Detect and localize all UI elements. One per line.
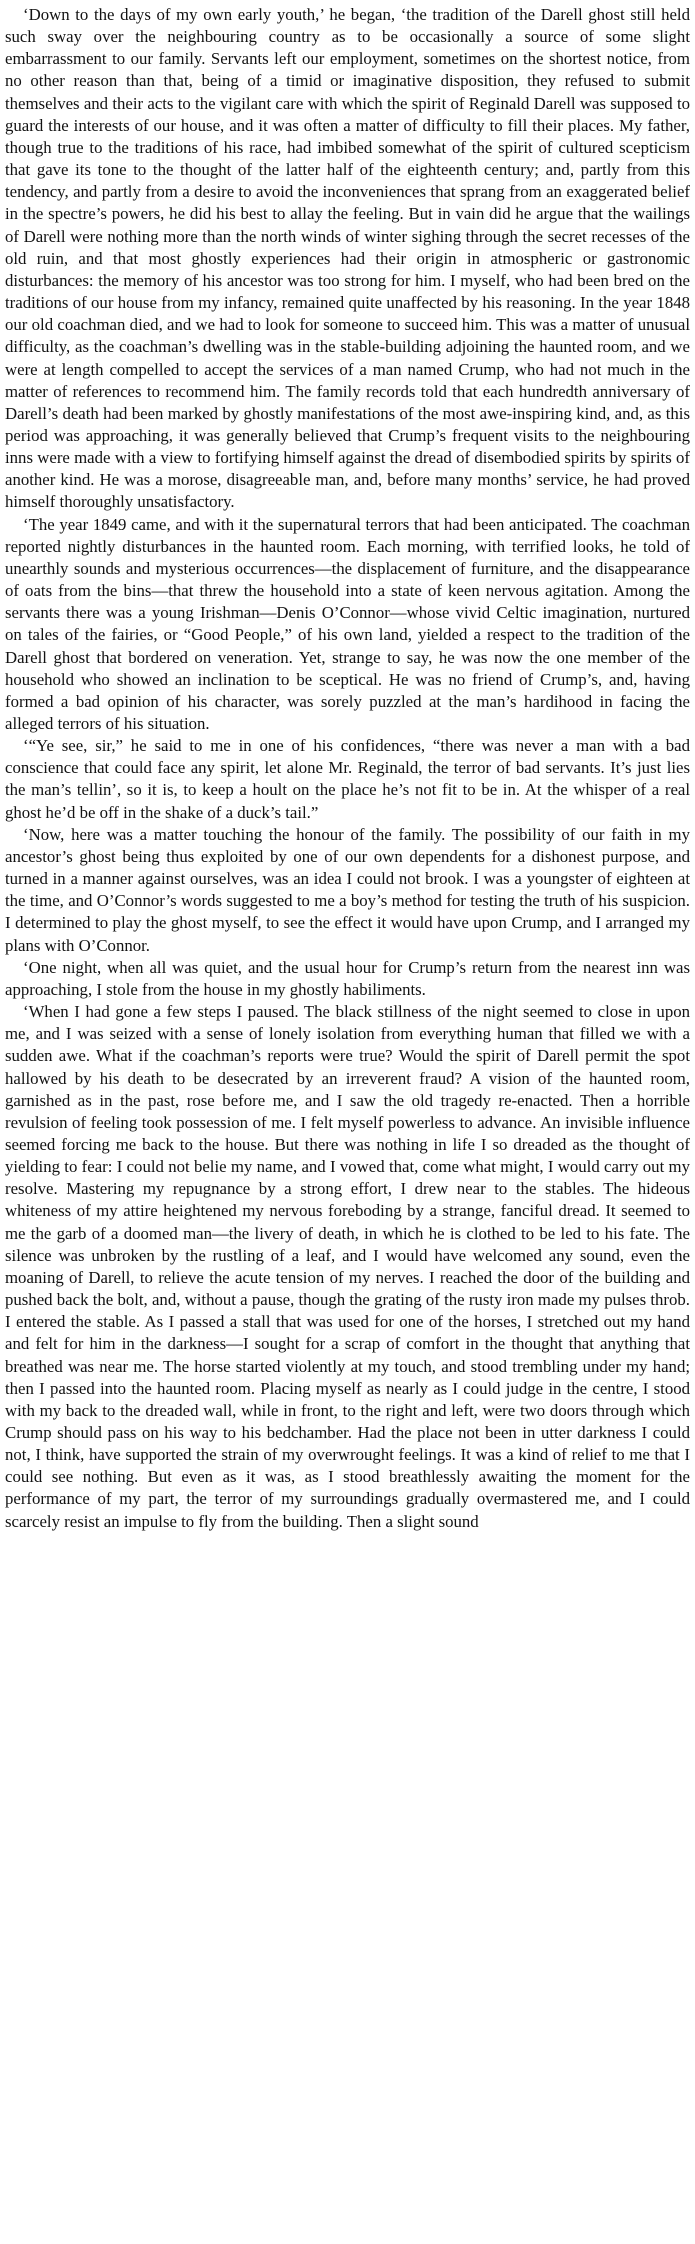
paragraph-1: ‘Down to the days of my own early youth,’ he began, ‘the tradition of the Darell ghost still held such sway over the neighbouring country as to be occasionally a source of some slight embarrassment to our family. Servants left our employment, sometimes on the shortest notice, from no other reason than that, being of a timid or imaginative disposition, they refused to submit themselves and their acts to the vigilant care with which the spirit of Reginald Darell was supposed to guard the interests of our house, and it was often a matter of difficulty to fill their places. My father, though true to the traditions of his race, had imbibed somewhat of the spirit of cultured scepticism that gave its tone to the thought of the latter half of the eighteenth century; and, partly from this tendency, and partly from a desire to avoid the inconveniences that sprang from an exaggerated belief in the spectre’s powers, he did his best to allay the feeling. But in vain did he argue that the wailings of Darell were nothing more than the north winds of winter sighing through the secret recesses of the old ruin, and that most ghostly experiences had their origin in atmospheric or gastronomic disturbances: the memory of his ancestor was too strong for him. I myself, who had been bred on the traditions of our house from my infancy, remained quite unaffected by his reasoning. In the year 1848 our old coachman died, and we had to look for someone to succeed him. This was a matter of unusual difficulty, as the coachman’s dwelling was in the stable-building adjoining the haunted room, and we were at length compelled to accept the services of a man named Crump, who had not much in the matter of references to recommend him. The family records told that each hundredth anniversary of Darell’s death had been marked by ghostly manifestations of the most awe-inspiring kind, and, as this period was approaching, it was generally believed that Crump’s frequent visits to the neighbouring inns were made with a view to fortifying himself against the dread of disembodied spirits by spirits of another kind. He was a morose, disagreeable man, and, before many months’ service, he had proved himself thoroughly unsatisfactory.: [5, 5, 690, 512]
paragraph-6: ‘When I had gone a few steps I paused. The black stillness of the night seemed to close in upon me, and I was seized with a sense of lonely isolation from everything human that filled we with a sudden awe. What if the coachman’s reports were true? Would the spirit of Darell permit the spot hallowed by his death to be desecrated by an irreverent fraud? A vision of the haunted room, garnished as in the past, rose before me, and I saw the old tragedy re-enacted. Then a horrible revulsion of feeling took possession of me. I felt myself powerless to advance. An invisible influence seemed forcing me back to the house. But there was nothing in life I so dreaded as the thought of yielding to fear: I could not belie my name, and I vowed that, come what might, I would carry out my resolve. Mastering my repugnance by a strong effort, I drew near to the stables. The hideous whiteness of my attire heightened my nervous foreboding by a strange, fanciful dread. It seemed to me the garb of a doomed man—the livery of death, in which he is clothed to be led to his fate. The silence was unbroken by the rustling of a leaf, and I would have welcomed any sound, even the moaning of Darell, to relieve the acute tension of my nerves. I reached the door of the building and pushed back the bolt, and, without a pause, though the grating of the rusty iron made my pulses throb. I entered the stable. As I passed a stall that was used for one of the horses, I stretched out my hand and felt for him in the darkness—I sought for a scrap of comfort in the thought that anything that breathed was near me. The horse started violently at my touch, and stood trembling under my hand; then I passed into the haunted room. Placing myself as nearly as I could judge in the centre, I stood with my back to the dreaded wall, while in front, to the right and left, were two doors through which Crump should pass on his way to his bedchamber. Had the place not been in utter darkness I could not, I think, have supported the strain of my overwrought feelings. It was a kind of relief to me that I could see nothing. But even as it was, as I stood breathlessly awaiting the moment for the performance of my part, the terror of my surroundings gradually overmastered me, and I could scarcely resist an impulse to fly from the building. Then a slight sound: [5, 1002, 690, 1531]
paragraph-5: ‘One night, when all was quiet, and the usual hour for Crump’s return from the nearest inn was approaching, I stole from the house in my ghostly habiliments.: [5, 957, 690, 999]
paragraph-3: ‘“Ye see, sir,” he said to me in one of his confidences, “there was never a man with a bad conscience that could face any spirit, let alone Mr. Reginald, the terror of bad servants. It’s just lies the man’s tellin’, so it is, to keep a hoult on the place he’s not fit to be in. At the whisper of a real ghost he’d be off in the shake of a duck’s tail.”: [5, 736, 690, 822]
paragraph-2: ‘The year 1849 came, and with it the supernatural terrors that had been anticipated. The coachman reported nightly disturbances in the haunted room. Each morning, with terrified looks, he told of unearthly sounds and mysterious occurrences—the displacement of furniture, and the disappearance of oats from the bins—that threw the household into a state of keen nervous agitation. Among the servants there was a young Irishman—Denis O’Connor—whose vivid Celtic imagination, nurtured on tales of the fairies, or “Good People,” of his own land, yielded a respect to the tradition of the Darell ghost that bordered on veneration. Yet, strange to say, he was now the one member of the household who showed an inclination to be sceptical. He was no friend of Crump’s, and, having formed a bad opinion of his character, was sorely puzzled at the man’s hardihood in facing the alleged terrors of his situation.: [5, 514, 690, 733]
paragraph-4: ‘Now, here was a matter touching the honour of the family. The possibility of our faith in my ancestor’s ghost being thus exploited by one of our own dependents for a dishonest purpose, and turned in a manner against ourselves, was an idea I could not brook. I was a youngster of eighteen at the time, and O’Connor’s words suggested to me a boy’s method for testing the truth of his suspicion. I determined to play the ghost myself, to see the effect it would have upon Crump, and I arranged my plans with O’Connor.: [5, 824, 690, 955]
article-column: [5, 4, 690, 1533]
